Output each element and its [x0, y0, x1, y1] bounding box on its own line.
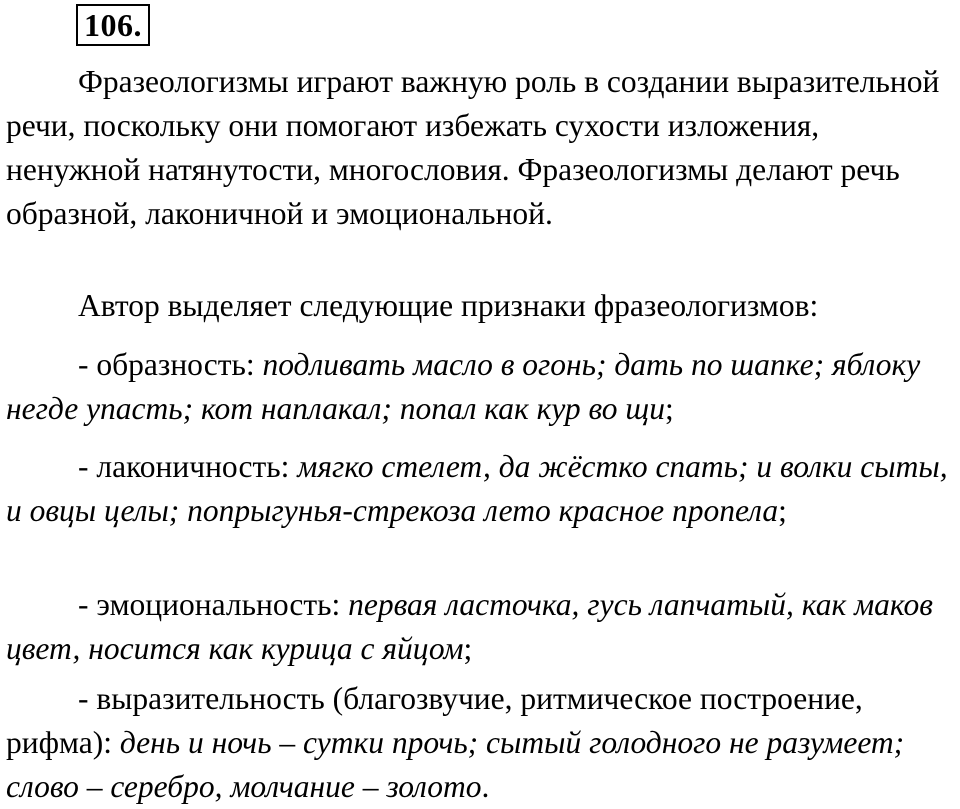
expressiveness-item — [6, 677, 958, 809]
figurativeness-item — [6, 343, 958, 431]
exercise-number-dot: . — [133, 7, 142, 43]
exercise-number-box — [76, 4, 150, 46]
conciseness-item — [6, 445, 958, 533]
lead-paragraph — [6, 284, 958, 328]
figurativeness-examples: подливать масло в огонь; дать по шапке; яблоку негде упасть; кот наплакал; попал как кур во щи — [6, 347, 921, 426]
lead-text: Автор выделяет следующие признаки фразеологизмов: — [78, 288, 819, 323]
figurativeness-end: ; — [664, 391, 674, 426]
conciseness-end: ; — [778, 493, 787, 528]
emotionality-end: ; — [463, 631, 473, 666]
intro-paragraph — [6, 60, 958, 236]
expressiveness-examples: день и ночь – сутки прочь; сытый голодного не разумеет; слово – серебро, молчание – золото — [6, 725, 905, 804]
intro-text: Фразеологизмы играют важную роль в создании выразительной речи, поскольку они помогают избежать сухости изложения, ненужной натянутости, многословия. Фразеологизмы делают речь образной, лаконичной и эмоциональной. — [6, 64, 940, 231]
conciseness-examples: мягко стелет, да жёстко спать; и волки сыты, и овцы целы; попрыгунья-стрекоза лето красное пропела — [6, 449, 948, 528]
expressiveness-end: . — [481, 769, 490, 804]
expressiveness-label: - выразительность (благозвучие, ритмическое построение, рифма): — [6, 681, 863, 760]
emotionality-examples: первая ласточка, гусь лапчатый, как маков цвет, носится как курица с яйцом — [6, 587, 933, 666]
exercise-number: 106 — [84, 7, 134, 43]
emotionality-label: - эмоциональность: — [78, 587, 349, 622]
conciseness-label: - лаконичность: — [78, 449, 298, 484]
emotionality-item — [6, 583, 958, 671]
figurativeness-label: - образность: — [78, 347, 263, 382]
